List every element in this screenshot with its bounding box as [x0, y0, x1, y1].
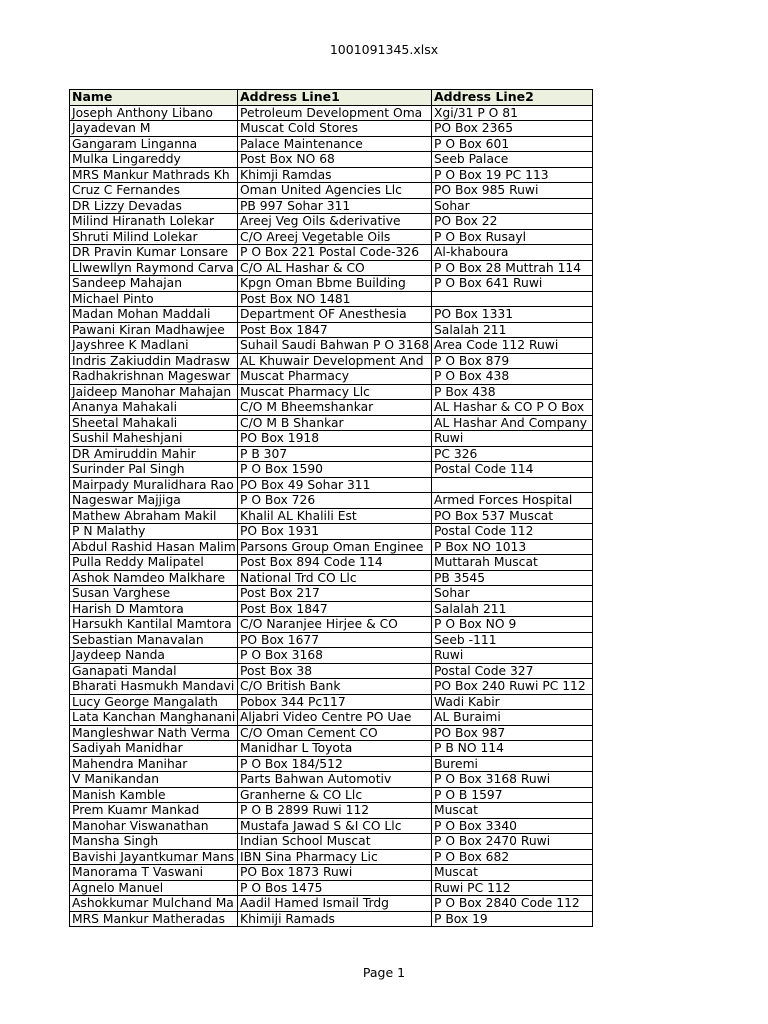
name-cell: Milind Hiranath Lolekar	[70, 214, 238, 230]
address-line1-cell: Post Box NO 1481	[238, 291, 432, 307]
address-line2-cell: Ruwi PC 112	[432, 880, 593, 896]
name-cell: Michael Pinto	[70, 291, 238, 307]
name-cell: Mangleshwar Nath Verma	[70, 725, 238, 741]
address-line1-cell: Parsons Group Oman Enginee	[238, 539, 432, 555]
address-line1-cell: P O Bos 1475	[238, 880, 432, 896]
name-cell: Prem Kuamr Mankad	[70, 803, 238, 819]
address-line2-cell: P O Box 3168 Ruwi	[432, 772, 593, 788]
table-row	[70, 121, 593, 137]
name-cell: Jaideep Manohar Mahajan	[70, 384, 238, 400]
address-line2-cell: Sohar	[432, 198, 593, 214]
table-row	[70, 725, 593, 741]
table-row	[70, 400, 593, 416]
address-line1-cell: P O Box 3168	[238, 648, 432, 664]
table-row	[70, 462, 593, 478]
name-cell: Manorama T Vaswani	[70, 865, 238, 881]
name-cell: Jaydeep Nanda	[70, 648, 238, 664]
name-cell: Mahendra Manihar	[70, 756, 238, 772]
address-line1-cell: PO Box 1931	[238, 524, 432, 540]
table-row	[70, 477, 593, 493]
address-line1-cell: Indian School Muscat	[238, 834, 432, 850]
table-row	[70, 710, 593, 726]
header-row	[70, 90, 593, 106]
name-cell: Pawani Kiran Madhawjee	[70, 322, 238, 338]
name-cell: Pulla Reddy Malipatel	[70, 555, 238, 571]
table-row	[70, 167, 593, 183]
address-line2-cell: P O Box 879	[432, 353, 593, 369]
address-line2-cell: P Box NO 1013	[432, 539, 593, 555]
address-line2-cell: PO Box 987	[432, 725, 593, 741]
name-cell: Sushil Maheshjani	[70, 431, 238, 447]
name-cell: Jayshree K Madlani	[70, 338, 238, 354]
table-row	[70, 384, 593, 400]
address-line1-cell: PO Box 1918	[238, 431, 432, 447]
address-line1-cell: Pobox 344 Pc117	[238, 694, 432, 710]
name-cell: DR Pravin Kumar Lonsare	[70, 245, 238, 261]
name-cell: Surinder Pal Singh	[70, 462, 238, 478]
table-row	[70, 276, 593, 292]
table-row	[70, 524, 593, 540]
table-row	[70, 214, 593, 230]
address-line2-cell: Seeb -111	[432, 632, 593, 648]
name-cell: Mulka Lingareddy	[70, 152, 238, 168]
name-cell: Lucy George Mangalath	[70, 694, 238, 710]
address-line2-cell	[432, 477, 593, 493]
address-line2-cell: Buremi	[432, 756, 593, 772]
table-row	[70, 152, 593, 168]
table-row	[70, 632, 593, 648]
name-cell: Madan Mohan Maddali	[70, 307, 238, 323]
address-line2-cell: Postal Code 327	[432, 663, 593, 679]
address-line2-cell: P O Box 641 Ruwi	[432, 276, 593, 292]
table-row	[70, 555, 593, 571]
column-header-name: Name	[70, 90, 238, 106]
column-header-address-line1: Address Line1	[238, 90, 432, 106]
name-cell: Joseph Anthony Libano	[70, 105, 238, 121]
address-line1-cell: Kpgn Oman Bbme Building	[238, 276, 432, 292]
table-row	[70, 601, 593, 617]
table-row	[70, 338, 593, 354]
name-cell: Gangaram Linganna	[70, 136, 238, 152]
name-cell: Harsukh Kantilal Mamtora	[70, 617, 238, 633]
name-cell: V Manikandan	[70, 772, 238, 788]
address-line1-cell: C/O AL Hashar & CO	[238, 260, 432, 276]
address-table	[69, 89, 593, 927]
table-row	[70, 911, 593, 927]
name-cell: DR Lizzy Devadas	[70, 198, 238, 214]
address-line1-cell: C/O Naranjee Hirjee & CO	[238, 617, 432, 633]
address-line1-cell: C/O British Bank	[238, 679, 432, 695]
name-cell: Nageswar Majjiga	[70, 493, 238, 509]
address-line1-cell: P O Box 1590	[238, 462, 432, 478]
table-row	[70, 198, 593, 214]
address-line2-cell: Area Code 112 Ruwi	[432, 338, 593, 354]
document-title: 1001091345.xlsx	[329, 42, 439, 57]
address-line1-cell: Suhail Saudi Bahwan P O 3168	[238, 338, 432, 354]
address-line2-cell: PO Box 240 Ruwi PC 112	[432, 679, 593, 695]
address-line1-cell: AL Khuwair Development And	[238, 353, 432, 369]
name-cell: MRS Mankur Matheradas	[70, 911, 238, 927]
address-line1-cell: Post Box 1847	[238, 322, 432, 338]
address-line1-cell: P O Box 726	[238, 493, 432, 509]
table-row	[70, 539, 593, 555]
address-line2-cell: AL Hashar & CO P O Box	[432, 400, 593, 416]
address-line2-cell: Al-khaboura	[432, 245, 593, 261]
address-line1-cell: Post Box 894 Code 114	[238, 555, 432, 571]
name-cell: Indris Zakiuddin Madrasw	[70, 353, 238, 369]
table-row	[70, 307, 593, 323]
address-line2-cell: Salalah 211	[432, 601, 593, 617]
address-line2-cell: PO Box 2365	[432, 121, 593, 137]
address-line2-cell: Ruwi	[432, 648, 593, 664]
name-cell: Bavishi Jayantkumar Mans	[70, 849, 238, 865]
table-row	[70, 818, 593, 834]
address-line2-cell: Muscat	[432, 865, 593, 881]
table-row	[70, 586, 593, 602]
address-line2-cell: P Box 19	[432, 911, 593, 927]
table-row	[70, 431, 593, 447]
name-cell: Radhakrishnan Mageswar	[70, 369, 238, 385]
address-line1-cell: Aljabri Video Centre PO Uae	[238, 710, 432, 726]
address-line2-cell: PC 326	[432, 446, 593, 462]
name-cell: Mathew Abraham Makil	[70, 508, 238, 524]
name-cell: Susan Varghese	[70, 586, 238, 602]
name-cell: Abdul Rashid Hasan Malim	[70, 539, 238, 555]
name-cell: Mairpady Muralidhara Rao	[70, 477, 238, 493]
table-row	[70, 849, 593, 865]
name-cell: Bharati Hasmukh Mandavi	[70, 679, 238, 695]
address-line2-cell: Armed Forces Hospital	[432, 493, 593, 509]
address-line1-cell: PO Box 49 Sohar 311	[238, 477, 432, 493]
address-line1-cell: P B 307	[238, 446, 432, 462]
address-line2-cell: P O B 1597	[432, 787, 593, 803]
name-cell: Jayadevan M	[70, 121, 238, 137]
address-line2-cell: Postal Code 112	[432, 524, 593, 540]
address-line1-cell: C/O Oman Cement CO	[238, 725, 432, 741]
address-line1-cell: P O Box 221 Postal Code-326	[238, 245, 432, 261]
name-cell: Sebastian Manavalan	[70, 632, 238, 648]
address-line2-cell: P B NO 114	[432, 741, 593, 757]
name-cell: Llwewllyn Raymond Carva	[70, 260, 238, 276]
address-line1-cell: Mustafa Jawad S &I CO Llc	[238, 818, 432, 834]
table-row	[70, 896, 593, 912]
address-line1-cell: Manidhar L Toyota	[238, 741, 432, 757]
address-line2-cell: PO Box 985 Ruwi	[432, 183, 593, 199]
address-line2-cell: P O Box 2470 Ruwi	[432, 834, 593, 850]
address-line2-cell: PO Box 537 Muscat	[432, 508, 593, 524]
table-row	[70, 617, 593, 633]
address-line2-cell: P O Box Rusayl	[432, 229, 593, 245]
name-cell: Lata Kanchan Manghanani	[70, 710, 238, 726]
table-row	[70, 353, 593, 369]
table-row	[70, 865, 593, 881]
address-line2-cell: Ruwi	[432, 431, 593, 447]
address-line1-cell: Department OF Anesthesia	[238, 307, 432, 323]
table-row	[70, 803, 593, 819]
address-line1-cell: Khimji Ramdas	[238, 167, 432, 183]
table-row	[70, 787, 593, 803]
address-line1-cell: Petroleum Development Oma	[238, 105, 432, 121]
page-footer: Page 1	[362, 965, 406, 980]
column-header-address-line2: Address Line2	[432, 90, 593, 106]
table-row	[70, 229, 593, 245]
name-cell: Ganapati Mandal	[70, 663, 238, 679]
table-row	[70, 694, 593, 710]
address-line1-cell: PO Box 1677	[238, 632, 432, 648]
table-row	[70, 772, 593, 788]
table-row	[70, 415, 593, 431]
address-line2-cell: PB 3545	[432, 570, 593, 586]
address-line2-cell: Muttarah Muscat	[432, 555, 593, 571]
address-line1-cell: Khimiji Ramads	[238, 911, 432, 927]
address-line2-cell: Seeb Palace	[432, 152, 593, 168]
table-row	[70, 756, 593, 772]
table-row	[70, 260, 593, 276]
name-cell: Ananya Mahakali	[70, 400, 238, 416]
address-line2-cell: P O Box 3340	[432, 818, 593, 834]
address-line2-cell: P O Box 601	[432, 136, 593, 152]
table-row	[70, 741, 593, 757]
name-cell: Manish Kamble	[70, 787, 238, 803]
table-row	[70, 493, 593, 509]
address-line2-cell: P O Box NO 9	[432, 617, 593, 633]
address-line1-cell: Aadil Hamed Ismail Trdg	[238, 896, 432, 912]
address-line1-cell: C/O M B Shankar	[238, 415, 432, 431]
address-line2-cell: PO Box 1331	[432, 307, 593, 323]
table-row	[70, 446, 593, 462]
table-row	[70, 105, 593, 121]
name-cell: Ashokkumar Mulchand Ma	[70, 896, 238, 912]
address-line1-cell: Granherne & CO Llc	[238, 787, 432, 803]
address-line2-cell: PO Box 22	[432, 214, 593, 230]
name-cell: Ashok Namdeo Malkhare	[70, 570, 238, 586]
address-line1-cell: Parts Bahwan Automotiv	[238, 772, 432, 788]
table-row	[70, 679, 593, 695]
address-line2-cell: P O Box 19 PC 113	[432, 167, 593, 183]
address-line1-cell: Post Box NO 68	[238, 152, 432, 168]
name-cell: DR Amiruddin Mahir	[70, 446, 238, 462]
address-line1-cell: Post Box 38	[238, 663, 432, 679]
table-row	[70, 245, 593, 261]
name-cell: Sadiyah Manidhar	[70, 741, 238, 757]
address-line2-cell: Postal Code 114	[432, 462, 593, 478]
table-row	[70, 663, 593, 679]
address-line1-cell: Muscat Pharmacy	[238, 369, 432, 385]
table-row	[70, 834, 593, 850]
address-line1-cell: Post Box 217	[238, 586, 432, 602]
address-line2-cell: P O Box 438	[432, 369, 593, 385]
address-line1-cell: Muscat Cold Stores	[238, 121, 432, 137]
table-row	[70, 369, 593, 385]
address-line1-cell: PB 997 Sohar 311	[238, 198, 432, 214]
address-line2-cell: P O Box 2840 Code 112	[432, 896, 593, 912]
name-cell: Sheetal Mahakali	[70, 415, 238, 431]
address-line1-cell: National Trd CO Llc	[238, 570, 432, 586]
address-line2-cell: AL Buraimi	[432, 710, 593, 726]
address-line2-cell: Salalah 211	[432, 322, 593, 338]
address-line2-cell: Wadi Kabir	[432, 694, 593, 710]
name-cell: Shruti Milind Lolekar	[70, 229, 238, 245]
address-line1-cell: IBN Sina Pharmacy Lic	[238, 849, 432, 865]
table-row	[70, 322, 593, 338]
name-cell: Sandeep Mahajan	[70, 276, 238, 292]
table-row	[70, 291, 593, 307]
address-line1-cell: Muscat Pharmacy Llc	[238, 384, 432, 400]
address-line2-cell: Sohar	[432, 586, 593, 602]
address-line2-cell: Xgi/31 P O 81	[432, 105, 593, 121]
address-line2-cell: P Box 438	[432, 384, 593, 400]
address-line1-cell: Khalil AL Khalili Est	[238, 508, 432, 524]
address-line1-cell: Palace Maintenance	[238, 136, 432, 152]
address-line2-cell: Muscat	[432, 803, 593, 819]
table-row	[70, 880, 593, 896]
table-row	[70, 570, 593, 586]
table-body	[70, 105, 593, 927]
name-cell: Mansha Singh	[70, 834, 238, 850]
address-line1-cell: PO Box 1873 Ruwi	[238, 865, 432, 881]
address-line1-cell: P O B 2899 Ruwi 112	[238, 803, 432, 819]
table-row	[70, 136, 593, 152]
name-cell: P N Malathy	[70, 524, 238, 540]
address-line2-cell: P O Box 682	[432, 849, 593, 865]
address-line1-cell: C/O M Bheemshankar	[238, 400, 432, 416]
address-line2-cell	[432, 291, 593, 307]
name-cell: MRS Mankur Mathrads Kh	[70, 167, 238, 183]
name-cell: Manohar Viswanathan	[70, 818, 238, 834]
address-line1-cell: Areej Veg Oils &derivative	[238, 214, 432, 230]
address-line1-cell: Post Box 1847	[238, 601, 432, 617]
table-row	[70, 508, 593, 524]
address-line2-cell: P O Box 28 Muttrah 114	[432, 260, 593, 276]
address-line1-cell: P O Box 184/512	[238, 756, 432, 772]
address-line2-cell: AL Hashar And Company	[432, 415, 593, 431]
name-cell: Harish D Mamtora	[70, 601, 238, 617]
table-row	[70, 183, 593, 199]
address-line1-cell: Oman United Agencies Llc	[238, 183, 432, 199]
name-cell: Cruz C Fernandes	[70, 183, 238, 199]
address-line1-cell: C/O Areej Vegetable Oils	[238, 229, 432, 245]
table-row	[70, 648, 593, 664]
name-cell: Agnelo Manuel	[70, 880, 238, 896]
